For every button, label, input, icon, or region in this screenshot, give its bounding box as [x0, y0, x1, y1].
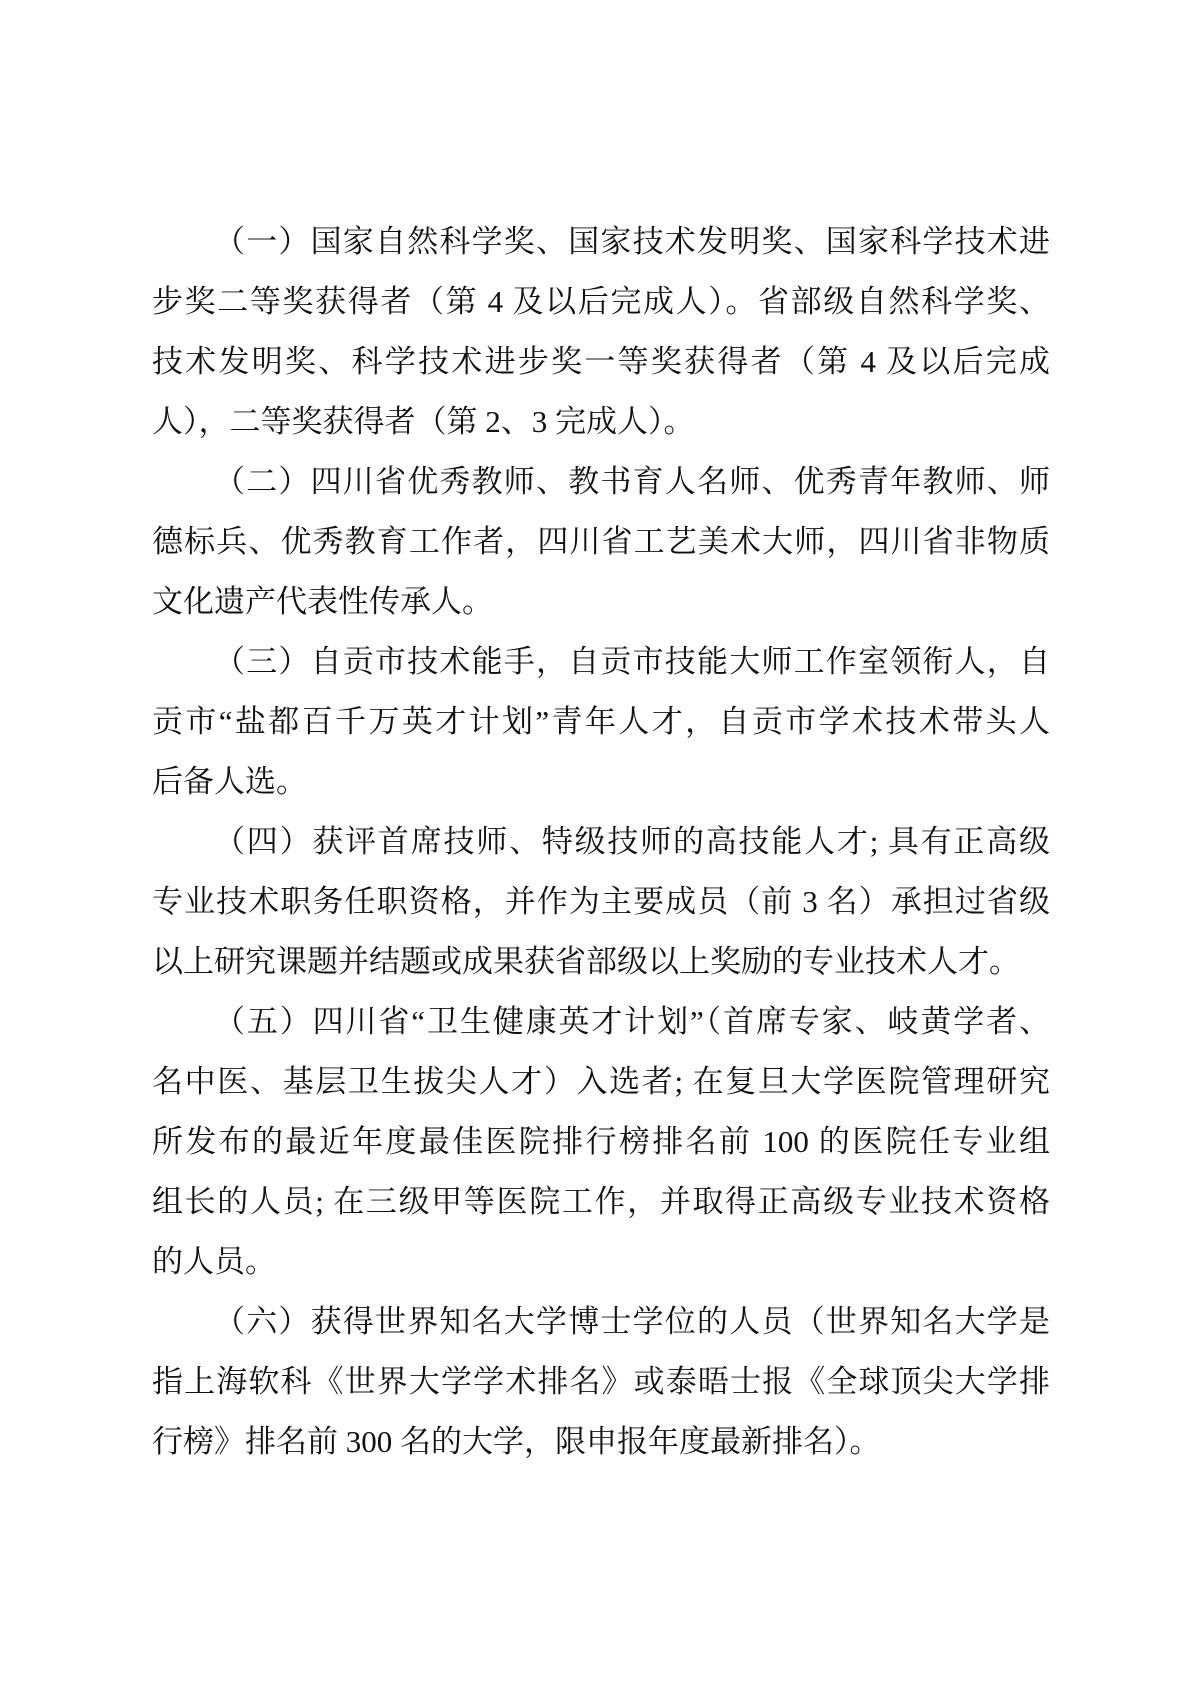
text-line: 所发布的最近年度最佳医院排行榜排名前 100 的医院任专业组: [152, 1124, 1050, 1159]
text-line: 贡市“盐都百千万英才计划”青年人才，自贡市学术技术带头人: [152, 704, 1050, 739]
text-line: 行榜》排名前 300 名的大学，限申报年度最新排名）。: [152, 1424, 881, 1459]
paragraph-item-1: [152, 212, 1050, 452]
paragraph-item-4: [152, 812, 1050, 992]
text-line: 文化遗产代表性传承人。: [152, 584, 493, 619]
text-line: 德标兵、优秀教育工作者，四川省工艺美术大师，四川省非物质: [152, 524, 1050, 559]
text-line: 技术发明奖、科学技术进步奖一等奖获得者（第 4 及以后完成: [152, 344, 1050, 379]
paragraph-item-3: [152, 632, 1050, 812]
text-line: （六）获得世界知名大学博士学位的人员（世界知名大学是: [214, 1304, 1050, 1339]
text-line: 指上海软科《世界大学学术排名》或泰晤士报《全球顶尖大学排: [152, 1364, 1050, 1399]
text-line: 以上研究课题并结题或成果获省部级以上奖励的专业技术人才。: [152, 944, 1020, 979]
text-line: （一）国家自然科学奖、国家技术发明奖、国家科学技术进: [214, 224, 1050, 259]
text-line: （四）获评首席技师、特级技师的高技能人才; 具有正高级: [214, 824, 1050, 859]
text-line: 后备人选。: [152, 764, 307, 799]
text-line: 步奖二等奖获得者（第 4 及以后完成人）。省部级自然科学奖、: [152, 284, 1050, 319]
text-line: 组长的人员; 在三级甲等医院工作，并取得正高级专业技术资格: [152, 1184, 1050, 1219]
paragraph-item-6: [152, 1292, 1050, 1472]
paragraph-item-5: [152, 992, 1050, 1292]
text-line: （五）四川省“卫生健康英才计划”（首席专家、岐黄学者、: [214, 1004, 1050, 1039]
paragraph-item-2: [152, 452, 1050, 632]
text-line: （二）四川省优秀教师、教书育人名师、优秀青年教师、师: [214, 464, 1050, 499]
text-line: 名中医、基层卫生拔尖人才）入选者; 在复旦大学医院管理研究: [152, 1064, 1050, 1099]
text-line: 专业技术职务任职资格，并作为主要成员（前 3 名）承担过省级: [152, 884, 1050, 919]
text-line: （三）自贡市技术能手，自贡市技能大师工作室领衔人，自: [214, 644, 1050, 679]
text-line: 的人员。: [152, 1244, 276, 1279]
text-line: 人），二等奖获得者（第 2、3 完成人）。: [152, 404, 695, 439]
